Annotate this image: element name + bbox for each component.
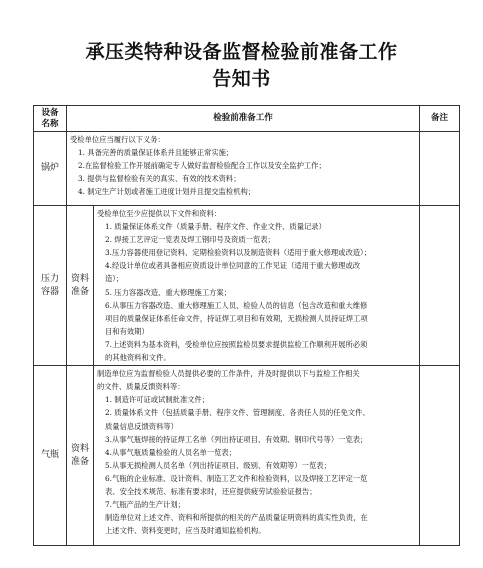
list-item: 2. 焊接工艺评定一览表及焊工钢印号及资质一览表； — [105, 235, 275, 245]
list-item: 2. 质量体系文件（包括质量手册、程序文件、管理制度、各责任人员的任免文件、 — [105, 408, 370, 418]
list-item: 6.从事压力容器改造、重大修理施工人员、检验人员的信息（包含改造和重大维修 — [105, 300, 368, 310]
list-item: 制造单位对上述文件、资料和所提供的相关的产品质量证明资料的真实性负责，在 — [105, 513, 368, 523]
list-item: 7.气瓶产品的生产计划； — [105, 500, 185, 510]
list-item: 受检单位至少应提供以下文件和资料： — [97, 209, 222, 218]
remark-boiler — [420, 132, 460, 206]
device-name-pressure-vessel: 压力 容器 — [34, 206, 67, 366]
list-item: 表、安全技术规范、标准有要求时，还应提供疲劳试验验证报告； — [105, 486, 317, 496]
header-remark: 备注 — [420, 106, 460, 132]
pressure-vessel-requirements — [94, 206, 420, 366]
list-item: 1. 质量保证体系文件（质量手册、程序文件、作业文件、质量记录） — [105, 222, 326, 232]
list-item: 4.从事气瓶质量检验的人员名单一览表； — [105, 447, 237, 457]
table-row-gas-cylinder — [34, 366, 460, 546]
boiler-requirements — [67, 132, 420, 206]
list-item: 上述文件、资料变更时，应当及时通知监检机构。 — [105, 526, 266, 536]
list-item: 造）； — [105, 274, 124, 284]
list-item: 3. 提供与监督检验有关的真实、有效的技术资料； — [78, 174, 241, 184]
list-item: 6.气瓶的企业标准、设计资料、制造工艺文件和检验资料，以及焊接工艺评定一览 — [105, 473, 368, 483]
header-row — [34, 106, 460, 132]
list-item: 制造单位应为监督检验人员提供必要的工作条件，并及时提供以下与监检工作相关 — [97, 369, 360, 379]
document-title: 承压类特种设备监督检验前准备工作 — [85, 41, 398, 63]
list-item: 5. 压力容器改造、重大修理施工方案； — [105, 287, 232, 297]
list-item: 质量信息反馈资料等） — [105, 421, 178, 431]
list-item: 2.在监督检验工作开展前确定专人做好监督检验配合工作以及安全监护工作； — [78, 161, 326, 171]
header-device-name: 设备 名称 — [34, 106, 67, 132]
list-item: 的其他资料和文件。 — [105, 353, 171, 363]
preparation-table — [33, 105, 460, 546]
material-preparation-label: 资料 准备 — [67, 366, 94, 546]
table-row-boiler — [34, 132, 460, 206]
document-subtitle: 告知书 — [212, 68, 271, 90]
header-preparation-work: 检验前准备工作 — [67, 106, 420, 132]
list-item: 项目的质量保证体系任命文件，持证焊工项目和有效期，无损检测人员持证焊工项 — [105, 313, 368, 323]
list-item: 4. 制定生产计划或者施工进度计划并且提交监检机构； — [78, 187, 256, 197]
list-item: 7.上述资料为基本资料，受检单位应按照监检员要求提供监检工作顺利开展所必须 — [105, 339, 368, 349]
list-item: 的文件、质量反馈资料等： — [97, 382, 185, 392]
remark-gas-cylinder — [420, 366, 460, 546]
list-item: 3.从事气瓶焊接的持证焊工名单（列出持证项目、有效期、钢印代号等）一览表； — [105, 434, 368, 444]
table-row-pressure-vessel — [34, 206, 460, 366]
remark-pressure-vessel — [420, 206, 460, 366]
device-name-gas-cylinder: 气瓶 — [34, 366, 67, 546]
list-item: 1. 制造许可证或试制批准文件； — [105, 395, 210, 405]
list-item: 5.从事无损检测人员名单（列出持证项目、级别、有效期等）一览表； — [105, 460, 331, 470]
list-item: 目和有效期） — [105, 326, 149, 336]
device-name-boiler: 锅炉 — [34, 132, 67, 206]
material-preparation-label: 资料 准备 — [67, 206, 94, 366]
gas-cylinder-requirements — [94, 366, 420, 546]
list-item: 4.经设计单位或者具备相应资质设计单位同意的工作见证（适用于重大修理或改 — [105, 261, 361, 271]
list-item: 1. 具备完善的质量保证体系并且能够正常实施； — [78, 148, 234, 158]
list-item: 受检单位应当履行以下义务： — [70, 135, 165, 144]
list-item: 3.压力容器使用登记资料、定期检验资料以及制造资料（适用于重大修理或改造）； — [105, 248, 371, 258]
